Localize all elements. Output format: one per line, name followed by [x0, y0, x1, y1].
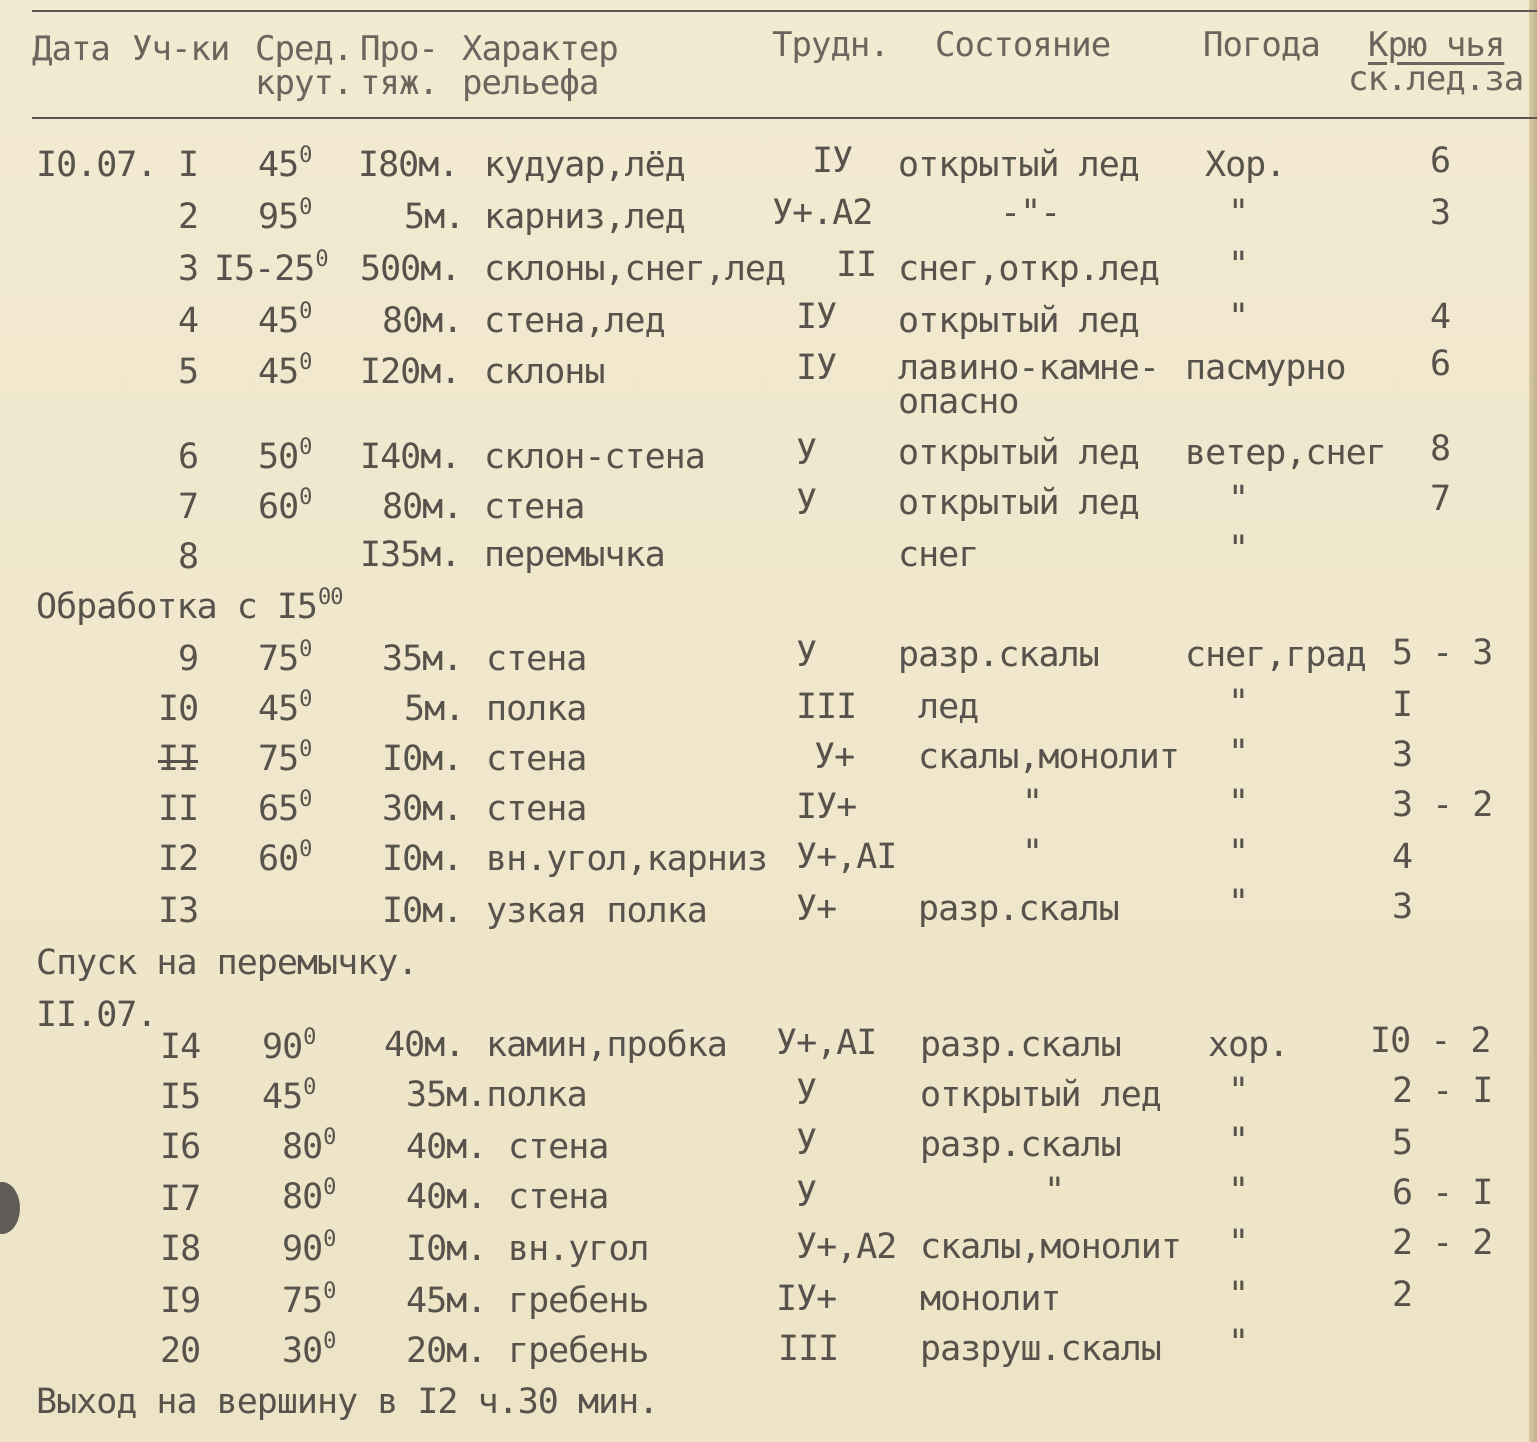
row-16-difficulty: У — [796, 1123, 817, 1163]
row-14-relief: камин,пробка — [486, 1025, 727, 1065]
row-18-number: I8 — [160, 1229, 201, 1269]
row-14-weather: хор. — [1208, 1025, 1289, 1065]
row-17-angle: $80^0$ — [282, 1175, 336, 1217]
row-9-weather: снег,град — [1185, 635, 1366, 675]
row-6-relief: склон-стена — [484, 437, 705, 477]
row-19-relief: гребень — [508, 1281, 649, 1321]
row-4-number: 4 — [178, 301, 199, 341]
row-5-condition: лавино-камне- — [898, 348, 1159, 388]
row-11a-relief: стена — [486, 739, 587, 779]
row-13-hooks: 3 — [1392, 887, 1413, 927]
header-sections: Уч-ки — [132, 29, 230, 69]
row-1-angle: $45^0$ — [258, 143, 312, 185]
row-11-weather: " — [1228, 783, 1249, 823]
row-1-relief: кудуар,лёд — [484, 145, 685, 185]
row-9-angle: $75^0$ — [258, 637, 312, 679]
row-9-hooks: 5 - 3 — [1392, 633, 1493, 673]
row-12-condition: " — [1022, 833, 1043, 873]
row-1-difficulty: IУ — [812, 141, 853, 181]
row-16-length: 40м. — [406, 1127, 487, 1167]
row-11-length: 30м. — [382, 789, 463, 829]
row-7-number: 7 — [178, 487, 199, 527]
row-3-condition: снег,откр.лед — [898, 249, 1159, 289]
row-1-number: I — [178, 145, 199, 185]
row-19-weather: " — [1228, 1275, 1249, 1315]
row-3-number: 3 — [178, 249, 199, 289]
header-difficulty: Трудн. — [772, 25, 889, 65]
row-5-angle: $45^0$ — [258, 350, 312, 392]
row-11a-hooks: 3 — [1392, 735, 1413, 775]
row-20-difficulty: III — [778, 1329, 839, 1369]
header-hooks-line2: ск.лед.за — [1348, 59, 1524, 99]
row-14-condition: разр.скалы — [920, 1025, 1121, 1065]
row-17-length: 40м. — [406, 1177, 487, 1217]
row-3-relief: склоны,снег,лед — [484, 249, 786, 289]
row-2-relief: карниз,лед — [484, 197, 685, 237]
page-edge — [1529, 0, 1537, 1442]
row-4-difficulty: IУ — [796, 297, 837, 337]
row-3-length: 500м. — [360, 249, 461, 289]
header-avg-line2: крут. — [255, 63, 353, 103]
header-rule — [32, 117, 1537, 119]
row-17-hooks: 6 - I — [1392, 1173, 1493, 1213]
row-6-weather: ветер,снег — [1185, 433, 1386, 473]
row-2-condition: -"- — [1000, 193, 1061, 233]
row-8-length: I35м. — [360, 535, 461, 575]
header-len-line1: Про- — [360, 29, 438, 69]
row-19-number: I9 — [160, 1281, 201, 1321]
row-15-hooks: 2 - I — [1392, 1071, 1493, 1111]
row-20-relief: гребень — [508, 1331, 649, 1371]
row-2-weather: " — [1228, 193, 1249, 233]
row-10-weather: " — [1228, 683, 1249, 723]
header-relief-line1: Характер — [462, 29, 618, 69]
row-10-number: I0 — [158, 689, 199, 729]
row-18-hooks: 2 - 2 — [1392, 1223, 1493, 1263]
row-8-weather: " — [1228, 529, 1249, 569]
row-5-weather: пасмурно — [1185, 348, 1346, 388]
row-18-weather: " — [1228, 1223, 1249, 1263]
row-20-condition: разруш.скалы — [920, 1329, 1161, 1369]
row-16-relief: стена — [508, 1127, 609, 1167]
row-5-hooks: 6 — [1430, 344, 1451, 384]
row-11-hooks: 3 - 2 — [1392, 785, 1493, 825]
row-6-angle: $50^0$ — [258, 435, 312, 477]
row-9-difficulty: У — [796, 635, 817, 675]
header-len-line2: тяж. — [360, 63, 438, 103]
row-5-number: 5 — [178, 352, 199, 392]
row-2-number: 2 — [178, 197, 199, 237]
row-11a-number — [158, 739, 199, 779]
row-8-number: 8 — [178, 537, 199, 577]
row-11-condition: " — [1022, 783, 1043, 823]
row-11-difficulty: IУ+ — [796, 787, 857, 827]
header-avg-line1: Сред. — [255, 29, 353, 69]
row-15-length: 35м.полка — [406, 1075, 587, 1115]
row-12-hooks: 4 — [1392, 837, 1413, 877]
header-condition: Состояние — [935, 25, 1111, 65]
row-11-relief: стена — [486, 789, 587, 829]
row-1-weather: Хор. — [1205, 145, 1286, 185]
row-6-hooks: 8 — [1430, 429, 1451, 469]
header-date: Дата — [32, 29, 110, 69]
row-3-difficulty: II — [836, 245, 877, 285]
row-10-hooks: I — [1392, 685, 1413, 725]
row-14-angle: $90^0$ — [262, 1025, 316, 1067]
row-15-condition: открытый лед — [920, 1075, 1161, 1115]
row-1-length: I80м. — [358, 145, 459, 185]
row-13-weather: " — [1228, 883, 1249, 923]
header-relief-line2: рельефа — [462, 63, 599, 103]
row-5-condition-cont: опасно — [898, 382, 1019, 422]
row-7-angle: $60^0$ — [258, 485, 312, 527]
row-13-relief: узкая полка — [486, 891, 707, 931]
row-18-length: I0м. — [406, 1229, 487, 1269]
row-15-number: I5 — [160, 1077, 201, 1117]
row-17-number: I7 — [160, 1179, 201, 1219]
row-18-relief: вн.угол — [508, 1229, 649, 1269]
row-14-length: 40м. — [384, 1025, 465, 1065]
date-10-07: I0.07. — [36, 145, 157, 185]
row-6-condition: открытый лед — [898, 433, 1139, 473]
row-11a-weather: " — [1228, 733, 1249, 773]
row-6-length: I40м. — [360, 437, 461, 477]
row-11a-difficulty: У+ — [814, 737, 855, 777]
row-13-number: I3 — [158, 891, 199, 931]
row-20-angle: $30^0$ — [282, 1329, 336, 1371]
row-4-angle: $45^0$ — [258, 299, 312, 341]
row-12-number: I2 — [158, 839, 199, 879]
row-17-condition: " — [1044, 1171, 1065, 1211]
row-2-hooks: 3 — [1430, 193, 1451, 233]
row-8-relief: перемычка — [484, 535, 665, 575]
row-12-weather: " — [1228, 833, 1249, 873]
row-19-angle: $75^0$ — [282, 1279, 336, 1321]
row-16-condition: разр.скалы — [920, 1125, 1121, 1165]
row-11a-condition: скалы,монолит — [918, 737, 1179, 777]
date-11-07: II.07. — [36, 995, 157, 1035]
header-weather: Погода — [1203, 25, 1320, 65]
row-16-angle: $80^0$ — [282, 1125, 336, 1167]
row-16-hooks: 5 — [1392, 1123, 1413, 1163]
row-13-condition: разр.скалы — [918, 889, 1119, 929]
row-7-difficulty: У — [796, 483, 817, 523]
row-10-difficulty: III — [796, 687, 857, 727]
row-10-relief: полка — [486, 689, 587, 729]
row-16-number: I6 — [160, 1127, 201, 1167]
row-11a-angle: $75^0$ — [258, 737, 312, 779]
row-12-difficulty: У+,АI — [796, 837, 897, 877]
row-5-difficulty: IУ — [796, 348, 837, 388]
note-summit: Выход на вершину в I2 ч.30 мин. — [36, 1382, 659, 1422]
row-20-length: 20м. — [406, 1331, 487, 1371]
row-11-number: II — [158, 789, 199, 829]
row-12-angle: $60^0$ — [258, 837, 312, 879]
row-9-length: 35м. — [382, 639, 463, 679]
row-11a-length: I0м. — [382, 739, 463, 779]
row-7-length: 80м. — [382, 487, 463, 527]
row-4-length: 80м. — [382, 301, 463, 341]
row-20-weather: " — [1228, 1323, 1249, 1363]
row-1-hooks: 6 — [1430, 141, 1451, 181]
row-18-angle: $90^0$ — [282, 1227, 336, 1269]
row-19-length: 45м. — [406, 1281, 487, 1321]
row-4-relief: стена,лед — [484, 301, 665, 341]
row-12-length: I0м. — [382, 839, 463, 879]
row-19-condition: монолит — [920, 1279, 1061, 1319]
row-3-weather: " — [1228, 245, 1249, 285]
row-5-length: I20м. — [360, 352, 461, 392]
row-15-weather: " — [1228, 1071, 1249, 1111]
row-18-condition: скалы,монолит — [920, 1227, 1181, 1267]
binder-hole — [0, 1182, 20, 1234]
row-17-relief: стена — [508, 1177, 609, 1217]
note-processing: Обработка с $I5^{00}$ — [36, 585, 343, 627]
row-11-angle: $65^0$ — [258, 787, 312, 829]
row-15-difficulty: У — [796, 1073, 817, 1113]
row-14-hooks: I0 - 2 — [1370, 1021, 1491, 1061]
row-2-length: 5м. — [404, 197, 465, 237]
row-19-difficulty: IУ+ — [776, 1279, 837, 1319]
row-9-number: 9 — [178, 639, 199, 679]
row-10-condition: лед — [918, 687, 979, 727]
row-8-condition: снег — [898, 535, 979, 575]
row-7-weather: " — [1228, 479, 1249, 519]
row-1-condition: открытый лед — [898, 145, 1139, 185]
row-10-angle: $45^0$ — [258, 687, 312, 729]
row-4-hooks: 4 — [1430, 297, 1451, 337]
row-2-difficulty: У+.А2 — [772, 193, 873, 233]
row-2-angle: $95^0$ — [258, 195, 312, 237]
row-7-relief: стена — [484, 487, 585, 527]
row-3-angle: $I5-25^0$ — [214, 247, 328, 289]
row-14-number: I4 — [160, 1027, 201, 1067]
row-17-weather: " — [1228, 1171, 1249, 1211]
crossed-out-number: II — [158, 739, 199, 779]
row-12-relief: вн.угол,карниз — [486, 839, 768, 879]
row-9-relief: стена — [486, 639, 587, 679]
row-6-number: 6 — [178, 437, 199, 477]
row-19-hooks: 2 — [1392, 1275, 1413, 1315]
note-descent: Спуск на перемычку. — [36, 943, 418, 983]
row-5-relief: склоны — [484, 352, 605, 392]
row-9-condition: разр.скалы — [898, 635, 1099, 675]
row-17-difficulty: У — [796, 1175, 817, 1215]
row-15-angle: $45^0$ — [262, 1075, 316, 1117]
row-7-condition: открытый лед — [898, 483, 1139, 523]
row-4-condition: открытый лед — [898, 301, 1139, 341]
row-4-weather: " — [1228, 297, 1249, 337]
row-13-difficulty: У+ — [796, 889, 837, 929]
row-18-difficulty: У+,А2 — [796, 1227, 897, 1267]
row-14-difficulty: У+,АI — [776, 1023, 877, 1063]
row-10-length: 5м. — [404, 689, 465, 729]
header-hooks-line1: Крю чья — [1368, 25, 1505, 65]
top-rule — [32, 10, 1537, 12]
row-6-difficulty: У — [796, 433, 817, 473]
row-13-length: I0м. — [382, 891, 463, 931]
row-16-weather: " — [1228, 1121, 1249, 1161]
row-20-number: 20 — [160, 1331, 201, 1371]
row-7-hooks: 7 — [1430, 479, 1451, 519]
